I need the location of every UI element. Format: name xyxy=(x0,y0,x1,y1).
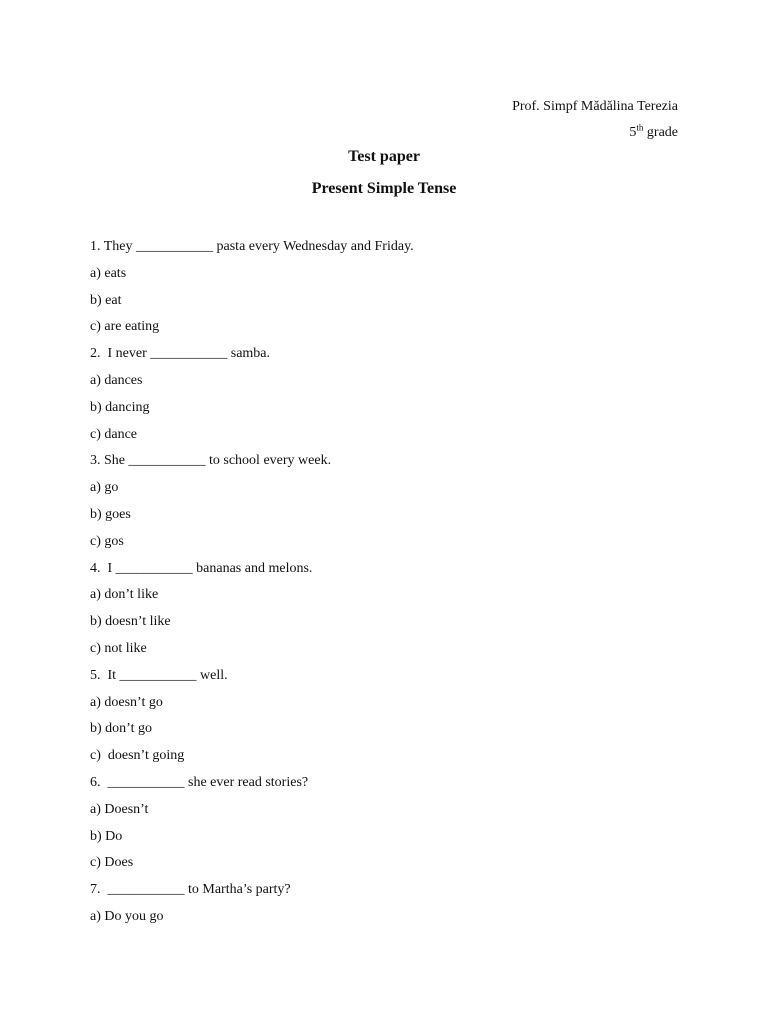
answer-option: c) doesn’t going xyxy=(90,748,185,764)
page-subtitle: Present Simple Tense xyxy=(311,180,457,197)
grade-word: grade xyxy=(643,125,678,140)
question-prompt: 3. She ___________ to school every week. xyxy=(90,453,332,469)
answer-option: a) doesn’t go xyxy=(90,694,163,710)
answer-option: a) don’t like xyxy=(90,587,159,603)
question-prompt: 4. I ___________ bananas and melons. xyxy=(90,560,313,576)
answer-option: c) are eating xyxy=(90,319,160,335)
grade-suffix: th xyxy=(636,122,644,133)
answer-option: b) doesn’t like xyxy=(90,614,171,630)
question-prompt: 2. I never ___________ samba. xyxy=(90,346,271,362)
answer-option: b) eat xyxy=(90,292,122,308)
answer-option: b) don’t go xyxy=(90,721,152,737)
question-prompt: 5. It ___________ well. xyxy=(90,667,228,683)
answer-option: a) Do you go xyxy=(90,908,164,924)
answer-option: a) Doesn’t xyxy=(90,801,149,817)
author-name: Prof. Simpf Mădălina Terezia xyxy=(512,99,678,114)
answer-option: b) dancing xyxy=(90,399,150,415)
answer-option: c) gos xyxy=(90,533,124,549)
page-title: Test paper xyxy=(348,148,420,165)
question-list xyxy=(90,234,690,931)
answer-option: a) go xyxy=(90,480,119,496)
question-prompt: 7. ___________ to Martha’s party? xyxy=(90,882,291,898)
grade-number: 5 xyxy=(629,125,637,140)
header-block xyxy=(512,94,678,146)
grade-label xyxy=(512,120,678,146)
answer-option: a) eats xyxy=(90,265,127,281)
answer-option: c) dance xyxy=(90,426,138,442)
question-prompt: 6. ___________ she ever read stories? xyxy=(90,774,309,790)
answer-option: a) dances xyxy=(90,372,143,388)
answer-option: c) not like xyxy=(90,640,147,656)
question-prompt: 1. They ___________ pasta every Wednesday and Friday. xyxy=(90,239,414,254)
answer-option: c) Does xyxy=(90,855,134,871)
answer-option: b) goes xyxy=(90,506,131,522)
answer-option: b) Do xyxy=(90,828,123,844)
